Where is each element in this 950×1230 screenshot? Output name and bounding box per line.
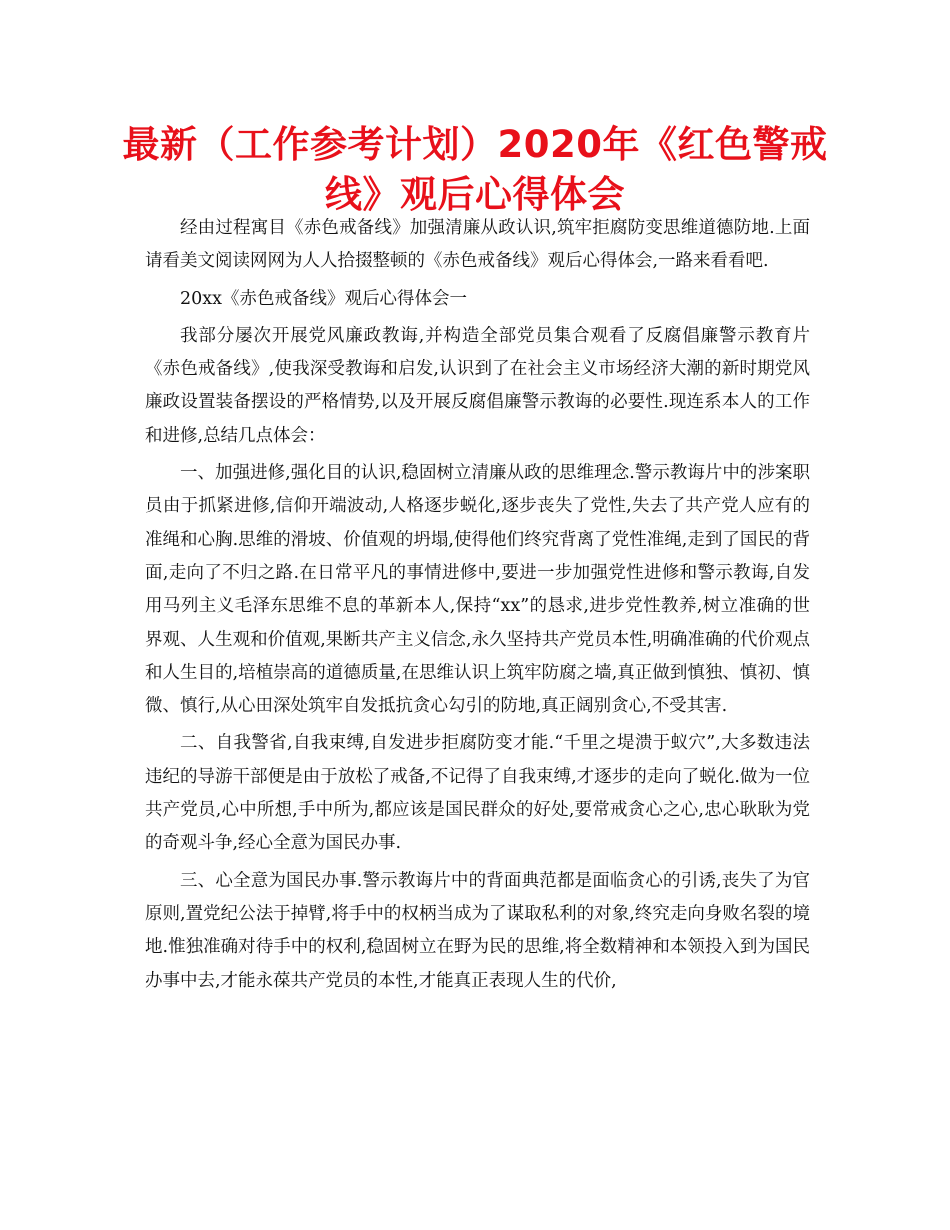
point-three-paragraph: 三、心全意为国民办事.警示教诲片中的背面典范都是面临贪心的引诱,丧失了为官原则,置党纪公法于掉臂,将手中的权柄当成为了谋取私利的对象,终究走向身败名裂的境地.惟独准确对待手中的权利,稳固树立在野为民的思维,将全数精神和本领投入到为国民办事中去,才能永葆共产党员的本性,才能真正表现人生的代价, xyxy=(145,870,810,991)
body-paragraph: 我部分屡次开展党风廉政教诲,并构造全部党员集合观看了反腐倡廉警示教育片《赤色戒备线》,使我深受教诲和启发,认识到了在社会主义市场经济大潮的新时期党风廉政设置装备摆设的严格情势,以及开展反腐倡廉警示教诲的必要性.现连系本人的工作和进修,总结几点体会： xyxy=(145,325,810,446)
document-title: 最新（工作参考计划）2020年《红色警戒线》观后心得体会 xyxy=(122,123,828,216)
intro-paragraph: 经由过程寓目《赤色戒备线》加强清廉从政认识,筑牢拒腐防变思维道德防地.上面请看美文阅读网网为人人拾掇整顿的《赤色戒备线》观后心得体会,一路来看看吧. xyxy=(145,218,810,272)
point-one-paragraph: 一、加强进修,强化目的认识,稳固树立清廉从政的思维理念.警示教诲片中的涉案职员由于抓紧进修,信仰开端波动,人格逐步蜕化,逐步丧失了党性,失去了共产党人应有的准绳和心胸.思维的滑坡、价值观的坍塌,使得他们终究背离了党性准绳,走到了国民的背面,走向了不归之路.在日常平凡的事情进修中,要进一步加强党性进修和警示教诲,自发用马列主义毛泽东思维不息的革新本人,保持“xx”的恳求,进步党性教养,树立准确的世界观、人生观和价值观,果断共产主义信念,永久坚持共产党员本性,明确准确的代价观点和人生目的,培植崇高的道德质量,在思维认识上筑牢防腐之墙,真正做到慎独、慎初、慎微、慎行,从心田深处筑牢自发抵抗贪心勾引的防地,真正阔别贪心,不受其害. xyxy=(145,463,810,717)
section-heading: 20xx《赤色戒备线》观后心得体会一 xyxy=(180,288,468,309)
document-body xyxy=(145,212,810,1002)
point-two-paragraph: 二、自我警省,自我束缚,自发进步拒腐防变才能.“千里之堤溃于蚁穴”,大多数违法违纪的导游干部便是由于放松了戒备,不记得了自我束缚,才逐步的走向了蜕化.做为一位共产党员,心中所想,手中所为,都应该是国民群众的好处,要常戒贪心之心,忠心耿耿为党的奇观斗争,经心全意为国民办事. xyxy=(145,733,810,854)
